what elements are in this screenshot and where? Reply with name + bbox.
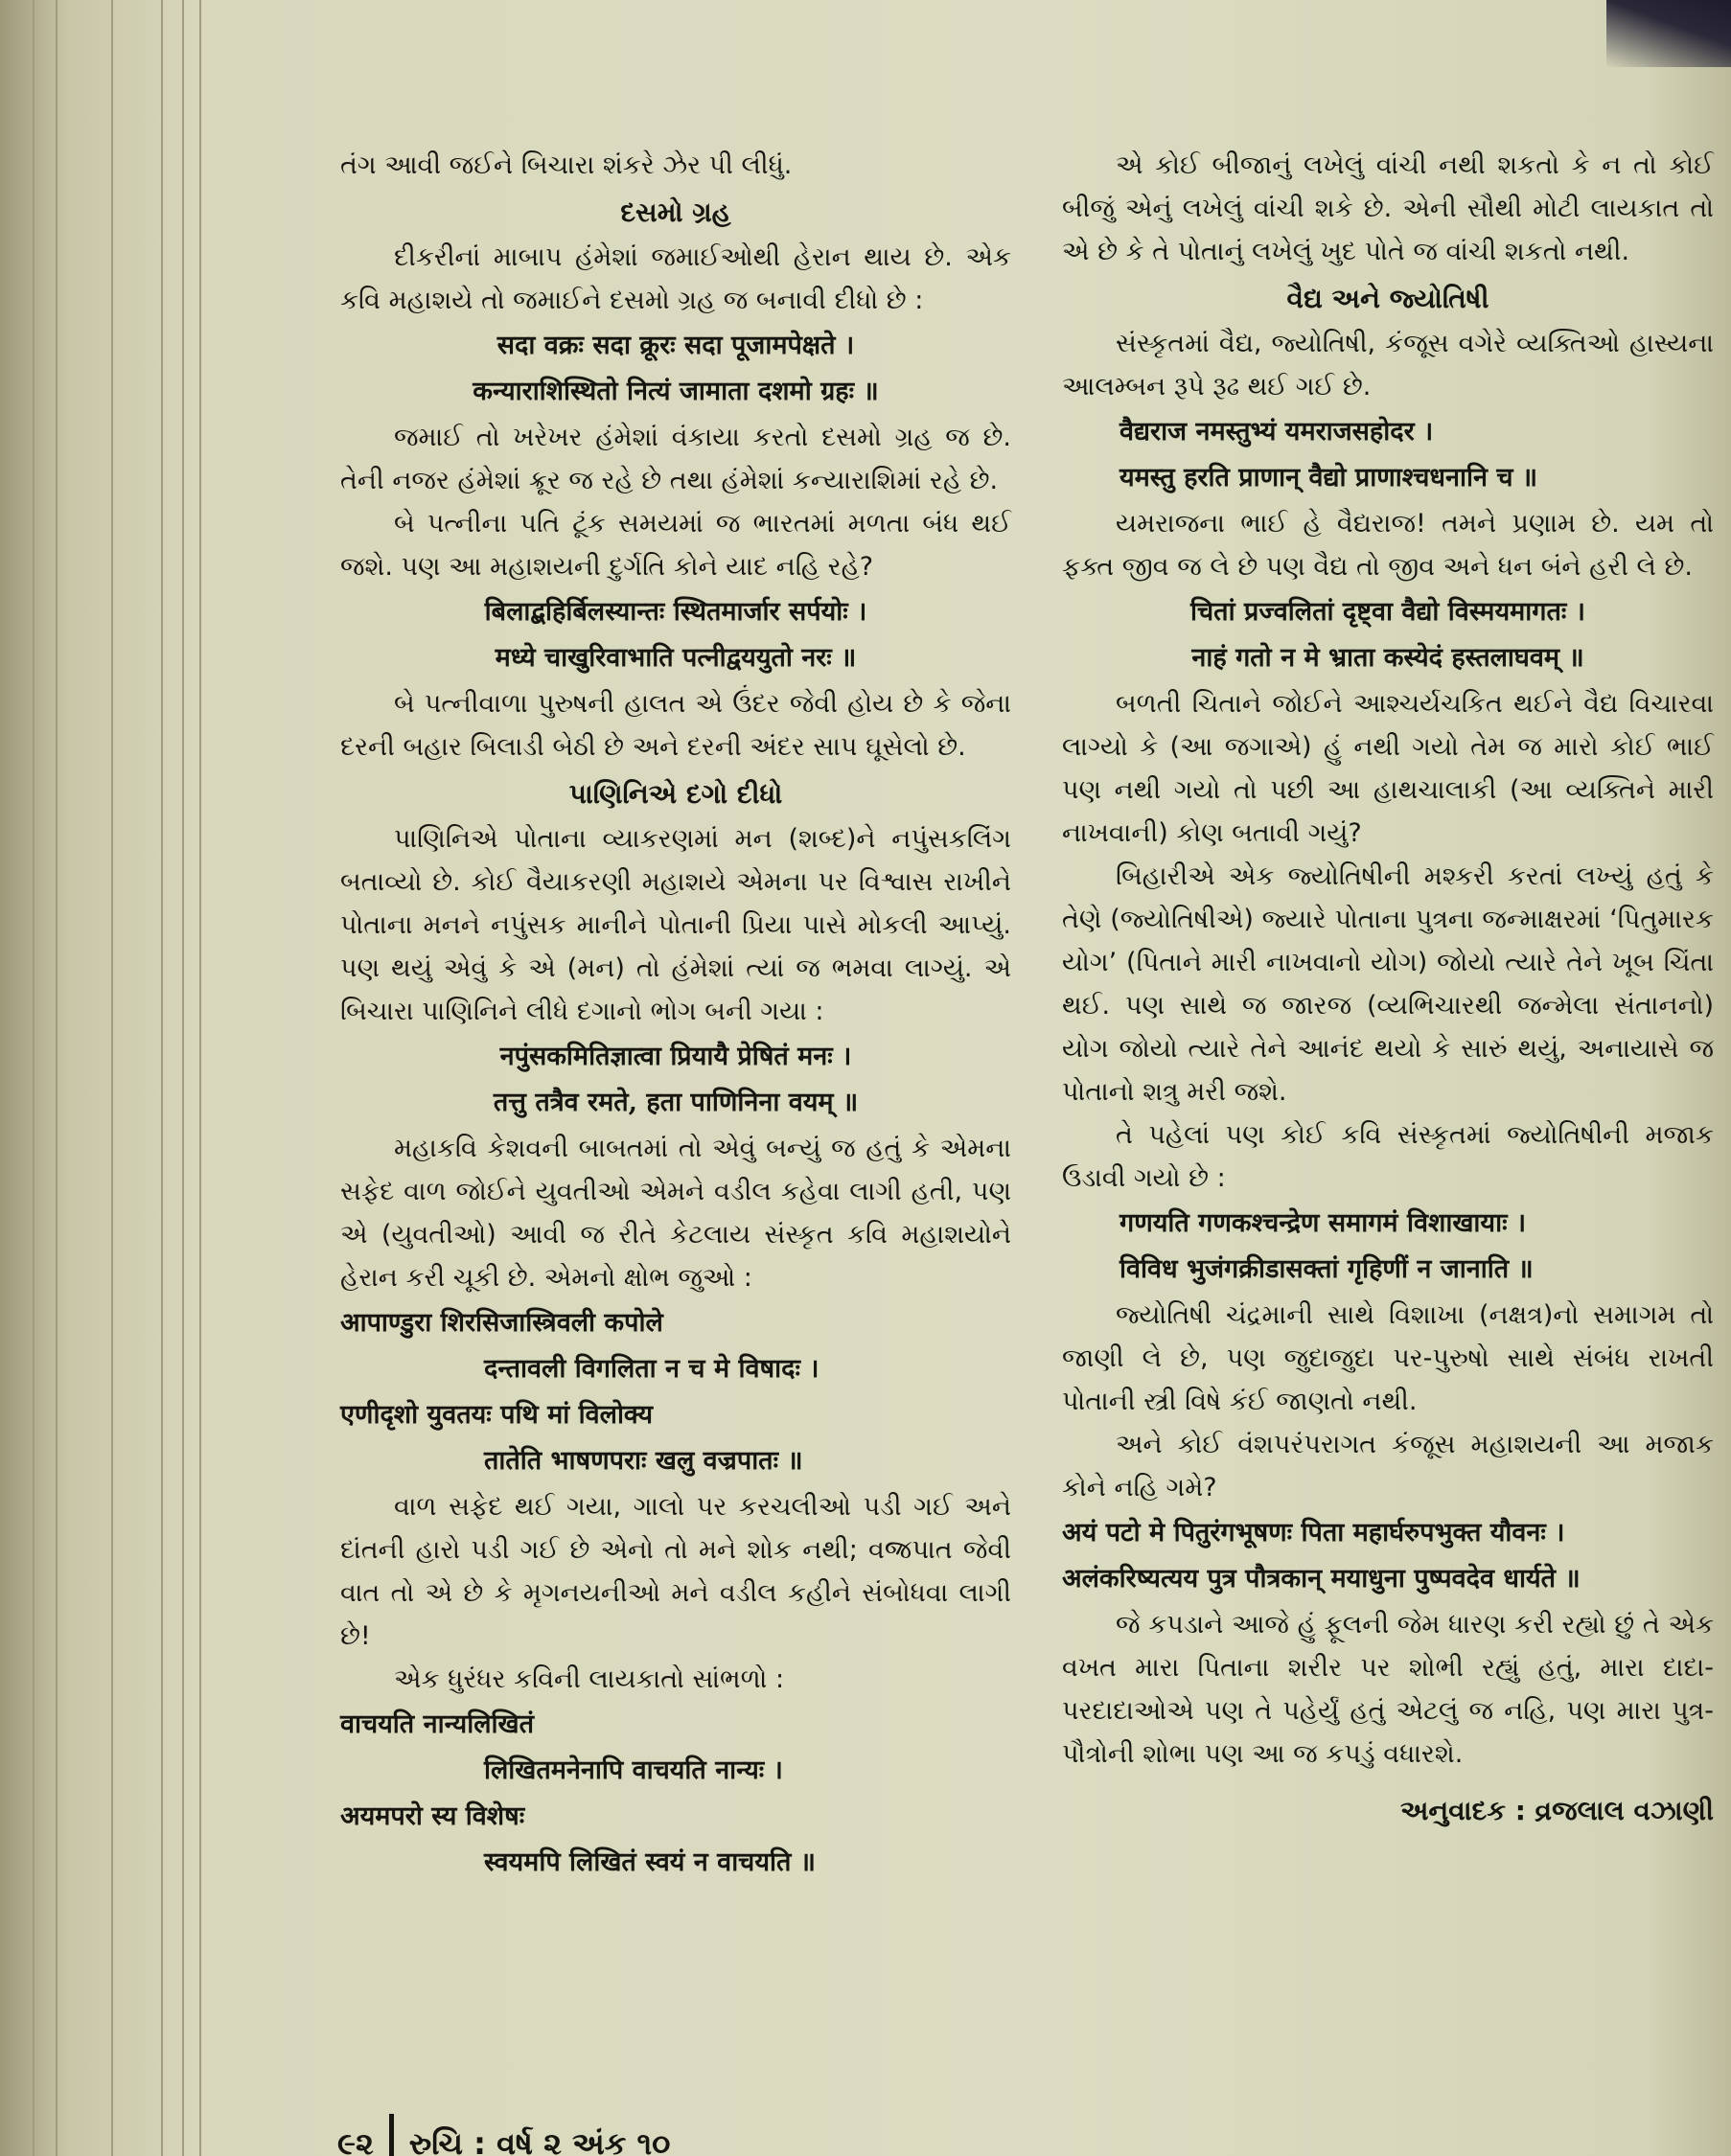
- section-heading: વૈદ્ય અને જ્યોતિષી: [1286, 283, 1489, 314]
- paragraph: તે પહેલાં પણ કોઈ કવિ સંસ્કૃતમાં જ્યોતિષીની મજાક ઉડાવી ગયો છે :: [1062, 1120, 1714, 1193]
- footer-divider: [389, 2114, 394, 2156]
- verse-line: सदा वक्रः सदा क्रूरः सदा पूजामपेक्षते ।: [496, 331, 855, 360]
- verse-line: दन्तावली विगलिता न च मे विषादः ।: [484, 1354, 819, 1384]
- section-heading: દસમો ગ્રહ: [620, 196, 731, 228]
- verse-line: गणयति गणकश्चन्द्रेण समागमं विशाखायाः ।: [1119, 1208, 1527, 1238]
- verse-line: नाहं गतो न मे भ्राता कस्येदं हस्तलाघवम् ॥: [1191, 643, 1584, 673]
- verse-line: यमस्तु हरति प्राणान् वैद्यो प्राणाश्चधनानि च ॥: [1119, 463, 1538, 493]
- page-number: ૯૨: [337, 2124, 374, 2156]
- page-edge: [199, 0, 205, 2156]
- verse-line: चितां प्रज्वलितां दृष्ट्वा वैद्यो विस्मयमागतः ।: [1190, 597, 1585, 627]
- paragraph: યમરાજના ભાઈ હે વૈદ્યરાજ! તમને પ્રણામ છે. યમ તો ફક્ત જીવ જ લે છે પણ વૈદ્ય તો જીવ અને ધન બંને હરી લે છે.: [1062, 509, 1714, 582]
- page-edge: [161, 0, 167, 2156]
- paragraph: એક ધુરંધર કવિની લાયકાતો સાંભળો :: [394, 1664, 785, 1694]
- translator-credit: અનુવાદક : વ્રજલાલ વઝાણી: [1399, 1795, 1714, 1826]
- paragraph: વાળ સફેદ થઈ ગયા, ગાલો પર કરચલીઓ પડી ગઈ અને દાંતની હારો પડી ગઈ છે એનો તો મને શોક નથી; વજ્રપાત જેવી વાત તો એ છે કે મૃગનયનીઓ મને વડીલ કહીને સંબોધવા લાગી છે!: [340, 1492, 1011, 1651]
- verse-line: बिलाद्बहिर्बिलस्यान्तः स्थितमार्जार सर्पयोः ।: [484, 597, 867, 627]
- paragraph: પાણિનિએ પોતાના વ્યાકરણમાં મન (શબ્દ)ને નપુંસકલિંગ બતાવ્યો છે. કોઈ વૈયાકરણી મહાશયે એમના પર વિશ્વાસ રાખીને પોતાના મનને નપુંસક માનીને પોતાની પ્રિયા પાસે મોકલી આપ્યું. પણ થયું એવું કે એ (મન) તો હંમેશાં ત્યાં જ ભમવા લાગ્યું. એ બિચારા પાણિનિને લીધે દગાનો ભોગ બની ગયા :: [340, 824, 1011, 1026]
- verse-line: तत्तु तत्रैव रमते, हता पाणिनिना वयम् ॥: [493, 1088, 859, 1117]
- verse-line: लिखितमनेनापि वाचयति नान्यः ।: [484, 1755, 783, 1785]
- paragraph: બે પત્નીવાળા પુરુષની હાલત એ ઉંદર જેવી હોય છે કે જેના દરની બહાર બિલાડી બેઠી છે અને દરની અંદર સાપ ઘૂસેલો છે.: [340, 689, 1011, 762]
- verse-line: मध्ये चाखुरिवाभाति पत्नीद्वययुतो नरः ॥: [495, 643, 857, 673]
- verse-line: तातेति भाषणपराः खलु वज्रपातः ॥: [484, 1446, 803, 1476]
- left-column: [340, 144, 1011, 1887]
- verse-line: एणीदृशो युवतयः पथि मां विलोक्य: [340, 1400, 654, 1430]
- verse-line: कन्याराशिस्थितो नित्यं जामाता दशमो ग्रहः ॥: [473, 377, 879, 406]
- verse-line: स्वयमपि लिखितं स्वयं न वाचयति ॥: [484, 1847, 816, 1877]
- right-column: [1062, 144, 1714, 1832]
- paragraph: અને કોઈ વંશપરંપરાગત કંજૂસ મહાશયની આ મજાક કોને નહિ ગમે?: [1062, 1430, 1714, 1502]
- verse-line: विविध भुजंगक्रीडासक्तां गृहिणीं न जानाति ॥: [1119, 1254, 1534, 1284]
- paragraph: બળતી ચિતાને જોઈને આશ્ચર્યચકિત થઈને વૈદ્ય વિચારવા લાગ્યો કે (આ જગાએ) હું નથી ગયો તેમ જ મારો કોઈ ભાઈ પણ નથી ગયો તો પછી આ હાથચાલાકી (આ વ્યક્તિને મારી નાખવાની) કોણ બતાવી ગયું?: [1062, 689, 1714, 848]
- verse-line: अयं पटो मे पितुरंगभूषणः पिता महार्घरुपभुक्त यौवनः ।: [1062, 1518, 1565, 1548]
- verse-line: आपाण्डुरा शिरसिजास्त्रिवली कपोले: [340, 1308, 663, 1338]
- magazine-issue: રુચિ : વર્ષ ૨ અંક ૧૦: [408, 2124, 671, 2156]
- verse-line: वैद्यराज नमस्तुभ्यं यमराजसहोदर ।: [1119, 417, 1434, 447]
- page-edge: [182, 0, 188, 2156]
- paragraph: દીકરીનાં માબાપ હંમેશાં જમાઈઓથી હેરાન થાય છે. એક કવિ મહાશયે તો જમાઈને દસમો ગ્રહ જ બનાવી દીધો છે :: [340, 242, 1011, 315]
- background-corner: [1606, 0, 1731, 67]
- paragraph: જ્યોતિષી ચંદ્રમાની સાથે વિશાખા (નક્ષત્ર)નો સમાગમ તો જાણી લે છે, પણ જુદાજુદા પર-પુરુષો સાથે સંબંધ રાખતી પોતાની સ્ત્રી વિષે કંઈ જાણતો નથી.: [1062, 1300, 1714, 1416]
- page-edge: [33, 0, 38, 2156]
- paragraph: મહાકવિ કેશવની બાબતમાં તો એવું બન્યું જ હતું કે એમના સફેદ વાળ જોઈને યુવતીઓ એમને વડીલ કહેવા લાગી હતી, પણ એ (યુવતીઓ) આવી જ રીતે કેટલાય સંસ્કૃત કવિ મહાશયોને હેરાન કરી ચૂકી છે. એમનો ક્ષોભ જુઓ :: [340, 1134, 1011, 1293]
- page-footer: [337, 2114, 670, 2156]
- paragraph: બે પત્નીના પતિ ટૂંક સમયમાં જ ભારતમાં મળતા બંધ થઈ જશે. પણ આ મહાશયની દુર્ગતિ કોને યાદ નહિ રહે?: [340, 509, 1011, 582]
- page-edge: [111, 0, 117, 2156]
- paragraph: જે કપડાને આજે હું ફૂલની જેમ ધારણ કરી રહ્યો છું તે એક વખત મારા પિતાના શરીર પર શોભી રહ્યું હતું, મારા દાદા-પરદાદાઓએ પણ તે પહેર્યું હતું એટલું જ નહિ, પણ મારા પુત્ર-પૌત્રોની શોભા પણ આ જ કપડું વધારશે.: [1062, 1610, 1714, 1769]
- verse-line: अयमपरो स्य विशेषः: [340, 1801, 525, 1831]
- verse-line: नपुंसकमितिज्ञात्वा प्रियायै प्रेषितं मनः ।: [499, 1042, 852, 1071]
- verse-line: अलंकरिष्यत्यय पुत्र पौत्रकान् मयाधुना पुष्पवदेव धार्यते ॥: [1062, 1564, 1581, 1594]
- paragraph: બિહારીએ એક જ્યોતિષીની મશ્કરી કરતાં લખ્યું હતું કે તેણે (જ્યોતિષીએ) જ્યારે પોતાના પુત્રના જન્માક્ષરમાં ‘પિતુમારક યોગ’ (પિતાને મારી નાખવાનો યોગ) જોયો ત્યારે તેને ખૂબ ચિંતા થઈ. પણ સાથે જ જારજ (વ્યભિચારથી જન્મેલા સંતાનનો) યોગ જોયો ત્યારે તેને આનંદ થયો કે સારું થયું, અનાયાસે જ પોતાનો શત્રુ મરી જશે.: [1062, 861, 1714, 1107]
- paragraph: સંસ્કૃતમાં વૈદ્ય, જ્યોતિષી, કંજૂસ વગેરે વ્યક્તિઓ હાસ્યના આલમ્બન રૂપે રૂઢ થઈ ગઈ છે.: [1062, 329, 1714, 401]
- page-edge: [56, 0, 61, 2156]
- verse-line: वाचयति नान्यलिखितं: [340, 1709, 534, 1739]
- paragraph: જમાઈ તો ખરેખર હંમેશાં વંકાયા કરતો દસમો ગ્રહ જ છે. તેની નજર હંમેશાં ક્રૂર જ રહે છે તથા હંમેશાં કન્યારાશિમાં રહે છે.: [340, 423, 1011, 495]
- section-heading: પાણિનિએ દગો દીધો: [568, 778, 783, 810]
- paragraph: એ કોઈ બીજાનું લખેલું વાંચી નથી શકતો કે ન તો કોઈ બીજું એનું લખેલું વાંચી શકે છે. એની સૌથી મોટી લાયકાત તો એ છે કે તે પોતાનું લખેલું ખુદ પોતે જ વાંચી શકતો નથી.: [1062, 150, 1714, 266]
- paragraph: તંગ આવી જઈને બિચારા શંકરે ઝેર પી લીધું.: [340, 150, 793, 180]
